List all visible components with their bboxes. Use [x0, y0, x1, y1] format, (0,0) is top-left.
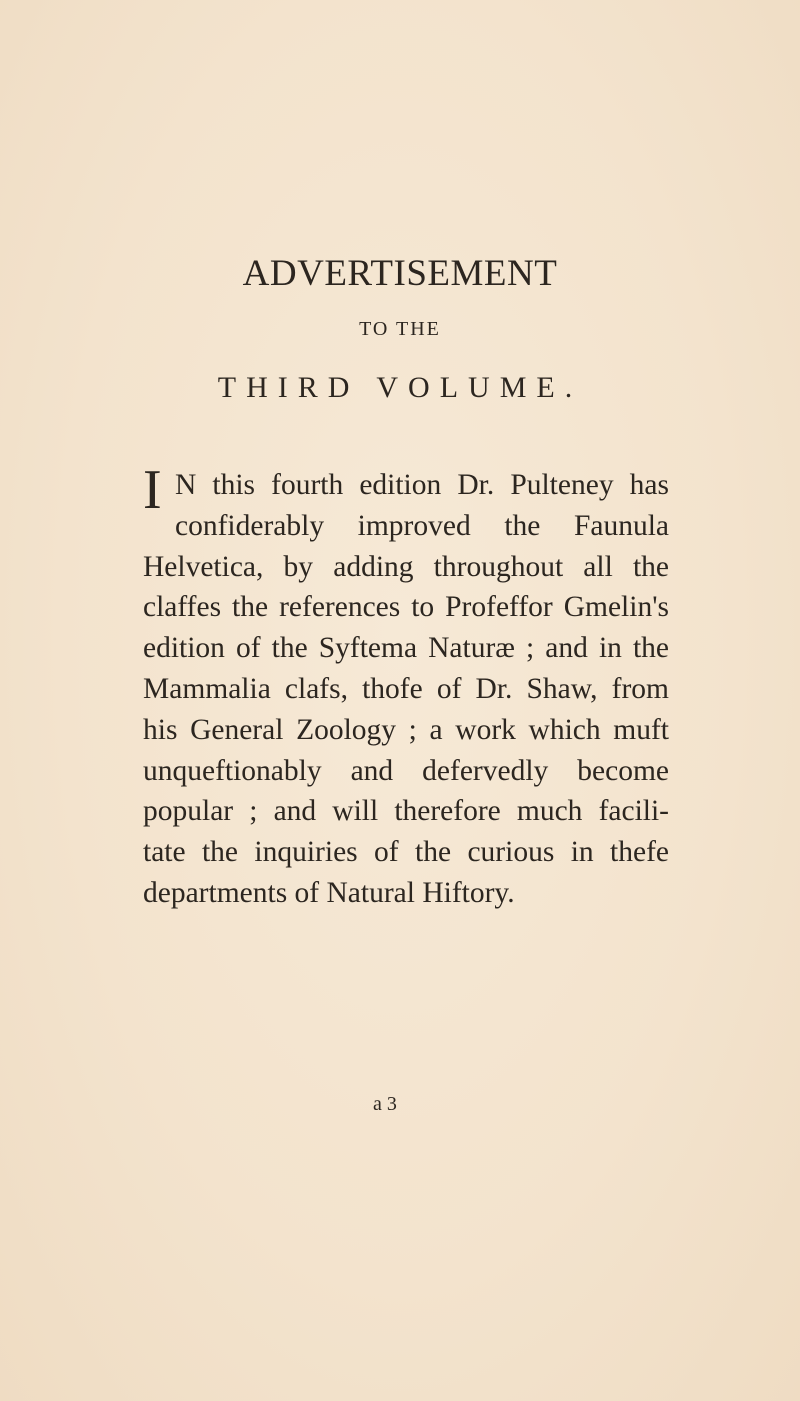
subtitle-to-the: TO THE [359, 318, 441, 340]
text-line: confiderably improved the Faunula [175, 509, 669, 542]
drop-cap: I [143, 459, 162, 521]
text-line: Mammalia clafs, thofe of Dr. Shaw, from [143, 672, 669, 705]
text-line: tate the inquiries of the curious in thefe [143, 836, 669, 869]
text-line: popular ; and will therefore much facili- [143, 795, 669, 828]
text-line: his General Zoology ; a work which muft [143, 713, 669, 746]
text-line: departments of Natural Hiftory. [143, 876, 515, 909]
text-line: Helvetica, by adding throughout all the [143, 550, 669, 583]
signature-mark: a 3 [373, 1093, 397, 1115]
page-title: ADVERTISEMENT [242, 253, 558, 294]
text-line: edition of the Syftema Naturæ ; and in the [143, 632, 669, 665]
subtitle-volume: THIRD VOLUME. [217, 371, 583, 404]
text-line: claffes the references to Profeffor Gmelin's [143, 591, 669, 624]
text-line: unqueftionably and defervedly become [143, 754, 669, 787]
body-paragraph [143, 465, 669, 914]
text-line: N this fourth edition Dr. Pulteney has [175, 469, 669, 501]
